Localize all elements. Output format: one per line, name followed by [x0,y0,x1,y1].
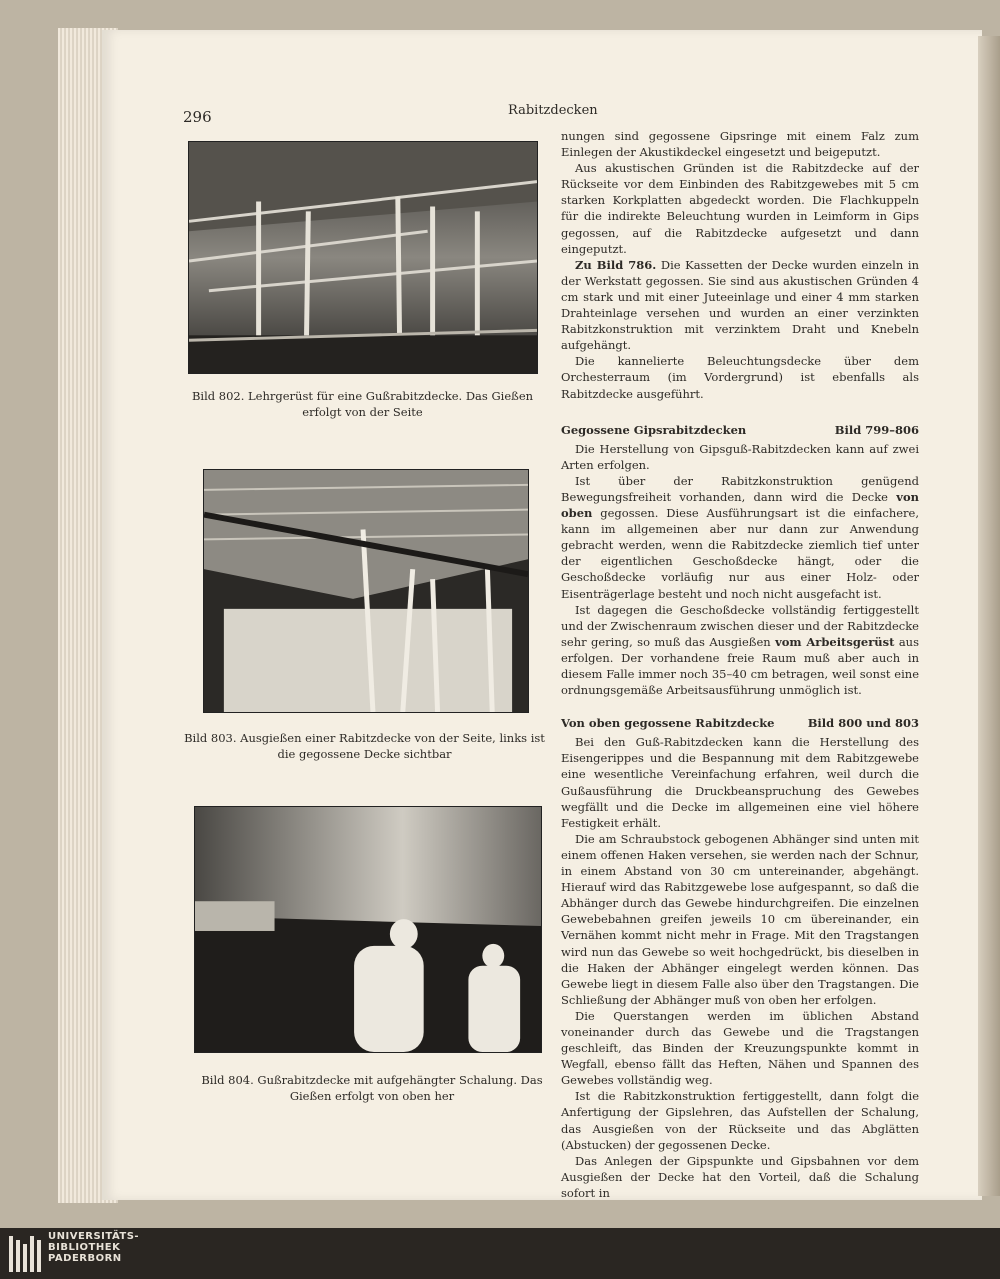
paragraph: Aus akustischen Gründen ist die Rabitzdecke auf der Rückseite vor dem Einbinden des Rabitzgewebes mit 5 cm starken Korkplatten abgedeckt worden. Die Flachkuppeln für die indirekte Beleuchtung wurden in Leimform in Gips gegossen, auf die Rabitzdecke aufgesetzt und dann eingeputzt. [561,161,919,256]
paragraph-text: gegossen. Diese Ausführungsart ist die einfachere, kann im allgemeinen aber nur dann zur Anwendung gebracht werden, wenn die Rabitzdecke ziemlich tief unter der eigentlichen Geschoßdecke hängt, oder die Geschoßdecke vorläufig nur aus einer Holz- oder Eisenträgerlage besteht und noch nicht ausgefacht ist. [561,506,919,601]
running-head: Rabitzdecken [508,103,598,118]
subsection-title: Von oben gegossene Rabitzdecke [561,716,775,731]
subsection-heading [561,715,919,731]
paragraph [561,602,919,699]
figure-caption-804: Bild 804. Gußrabitzdecke mit aufgehängter Schalung. Das Gießen erfolgt von oben her [201,1073,543,1103]
section-title: Gegossene Gipsrabitzdecken [561,422,747,437]
bold-term: vom Arbeitsgerüst [775,634,895,649]
figure-caption-802: Bild 802. Lehrgerüst für eine Gußrabitzdecke. Das Gießen erfolgt von der Seite [191,389,534,419]
bold-term: von oben [561,489,919,521]
paragraph: Die Herstellung von Gipsguß-Rabitzdecken kann auf zwei Arten erfolgen. [561,441,919,472]
section-figure-ref: Bild 799–806 [834,422,919,437]
library-name-line: PADERBORN [48,1253,122,1264]
library-name-line: BIBLIOTHEK [48,1242,121,1253]
paragraph-text: Ist über der Rabitzkonstruktion genügend Bewegungsfreiheit vorhanden, dann wird die Decke [561,473,919,504]
paragraph-text: Ist dagegen die Geschoßdecke vollständig fertiggestellt und der Zwischenraum zwischen dieser und der Rabitzdecke sehr gering, so muß das Ausgießen [561,602,919,649]
paragraph-text: Die Kassetten der Decke wurden einzeln in der Werkstatt gegossen. Sie sind aus akustischen Gründen 4 cm stark und mit einer Juteeinlage und einer 4 mm starken Drahteinlage versehen und wurden an einer verzinkten Rabitzkonstruktion mit verzinktem Draht und Knebeln aufgehängt. [561,257,919,353]
figure-caption-803: Bild 803. Ausgießen einer Rabitzdecke von der Seite, links ist die gegossene Decke sichtbar [184,731,545,761]
library-footer [0,1228,1000,1279]
photo-pouring-side [203,469,529,713]
section-heading [561,422,919,438]
paragraph: Das Anlegen der Gipspunkte und Gipsbahnen vor dem Ausgießen der Decke hat den Vorteil, daß die Schalung sofort in [561,1153,919,1200]
photo-workers-formwork [194,806,542,1053]
library-name-line: UNIVERSITÄTS- [48,1231,140,1242]
paragraph [561,473,919,602]
paragraph-text: aus erfolgen. Der vorhandene freie Raum muß aber auch in diesem Falle immer noch 35–40 cm betragen, weil sonst eine ordnungsgemäße Arbeitsausführung unmöglich ist. [561,634,919,698]
paragraph: Die Querstangen werden im üblichen Abstand voneinander durch das Gewebe und die Tragstangen geschleift, das Binden der Kreuzungspunkte kommt in Wegfall, ebenso fällt das Heften, Nähen und Spannen des Gewebes vollständig weg. [561,1008,919,1088]
text-column [561,128,919,1201]
subsection-figure-ref: Bild 800 und 803 [807,716,919,731]
paragraph: Die am Schraubstock gebogenen Abhänger sind unten mit einem offenen Haken versehen, sie werden nach der Schnur, in einem Abstand von 30 cm untereinander, abgehängt. Hierauf wird das Rabitzgewebe lose aufgespannt, so daß die Abhänger durch das Gewebe hindurchgreifen. Die einzelnen Gewebebahnen greifen jeweils 10 cm übereinander, ein Vernähen kommt nicht mehr in Frage. Mit den Tragstangen wird nun das Gewebe so weit hochgedrückt, bis dieselben in die Haken der Abhänger eingelegt werden können. Das Gewebe liegt in diesem Falle also über den Tragstangen. Die Schließung der Abhänger muß von oben her erfolgen. [561,831,919,1007]
paragraph: Ist die Rabitzkonstruktion fertiggestellt, dann folgt die Anfertigung der Gipslehren, das Aufstellen der Schalung, das Ausgießen von der Rückseite und das Abglätten (Abstucken) der gegossenen Decke. [561,1089,919,1152]
library-name [48,1231,139,1264]
facing-page-edge [978,36,1000,1196]
paragraph [561,257,919,354]
page-number: 296 [183,108,212,126]
paragraph: Bei den Guß-Rabitzdecken kann die Herstellung des Eisengerippes und die Bespannung mit dem Rabitzgewebe eine wesentliche Vereinfachung erfahren, weil durch die Gußausführung die Druckbeanspruchung des Gewebes wegfällt und die Decke im allgemeinen eine viel höhere Festigkeit erhält. [561,735,919,830]
paragraph: Die kannelierte Beleuchtungsdecke über dem Orchesterraum (im Vordergrund) ist ebenfalls als Rabitzdecke ausgeführt. [561,354,919,401]
bold-ref: Zu Bild 786. [575,257,657,272]
paragraph: nungen sind gegossene Gipsringe mit einem Falz zum Einlegen der Akustikdeckel eingesetzt und beigeputzt. [561,129,919,160]
photo-falsework [188,141,538,374]
library-logo-icon [7,1232,43,1279]
